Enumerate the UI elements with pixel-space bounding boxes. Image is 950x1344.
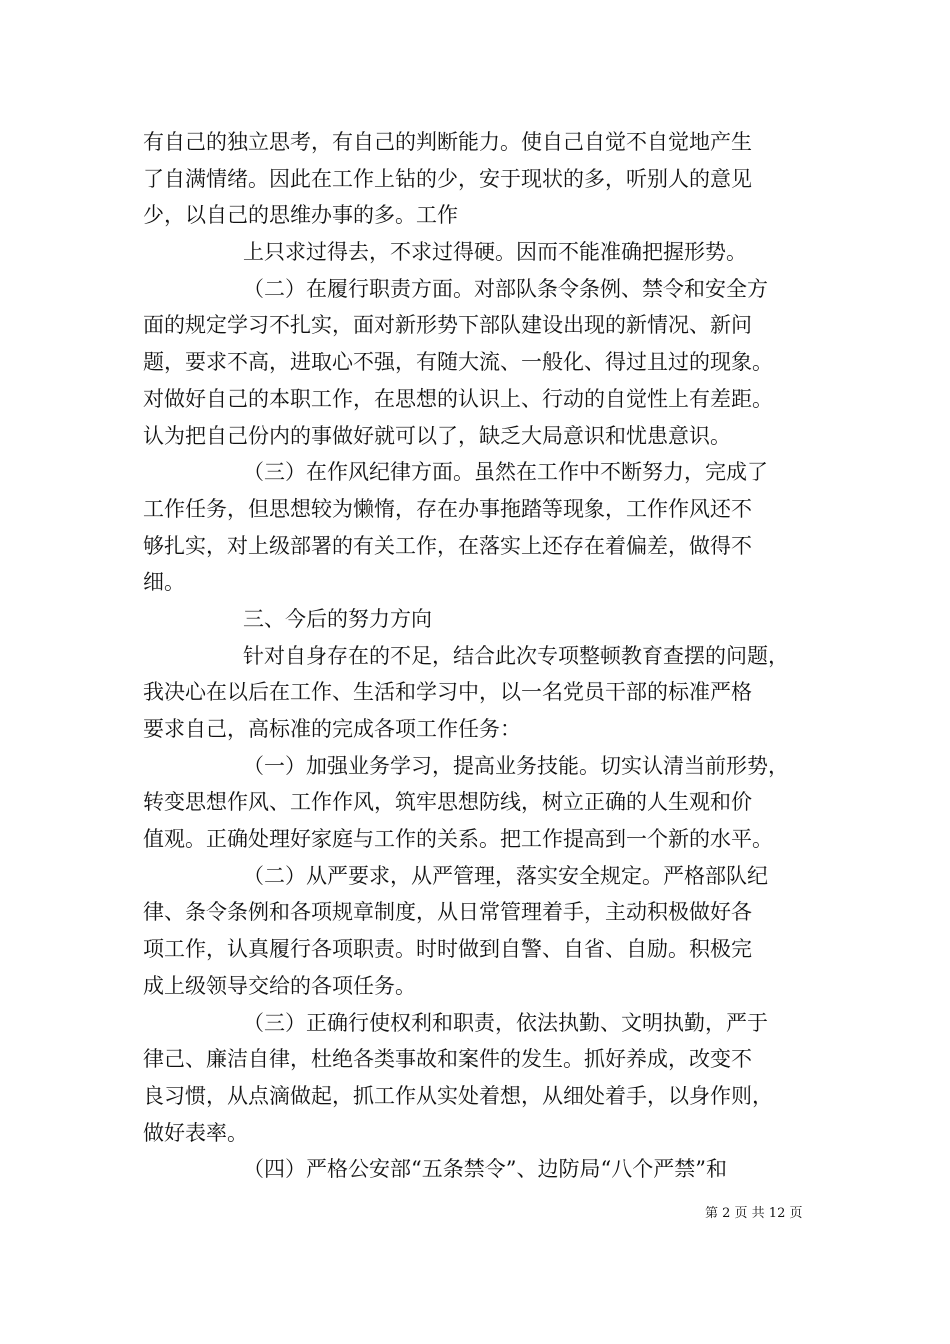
text-line: 了自满情绪。因此在工作上钻的少，安于现状的多，听别人的意见 xyxy=(143,166,752,191)
text-line: 针对自身存在的不足，结合此次专项整顿教育查摆的问题， xyxy=(243,643,789,668)
text-line: 上只求过得去，不求过得硬。因而不能准确把握形势。 xyxy=(243,240,747,265)
text-line: 工作任务，但思想较为懒惰，存在办事拖踏等现象，工作作风还不 xyxy=(143,496,752,521)
text-line: 成上级领导交给的各项任务。 xyxy=(143,973,416,998)
text-line: 面的规定学习不扎实，面对新形势下部队建设出现的新情况、新问 xyxy=(143,313,752,338)
document-body xyxy=(143,124,808,1188)
text-line: 有自己的独立思考，有自己的判断能力。使自己自觉不自觉地产生 xyxy=(143,130,752,154)
text-line: （四）严格公安部“五条禁令”、边防局“八个严禁”和 xyxy=(243,1157,727,1182)
text-line: （三）正确行使权利和职责，依法执勤、文明执勤，严于 xyxy=(243,1010,768,1035)
text-line: 项工作，认真履行各项职责。时时做到自警、自省、自励。积极完 xyxy=(143,937,752,962)
text-line: （二）在履行职责方面。对部队条令条例、禁令和安全方 xyxy=(243,276,768,301)
text-line: 细。 xyxy=(143,570,185,595)
text-line: 我决心在以后在工作、生活和学习中，以一名党员干部的标准严格 xyxy=(143,680,752,705)
page-footer: 第 2 页 共 12 页 xyxy=(705,1206,803,1221)
text-line: （三）在作风纪律方面。虽然在工作中不断努力，完成了 xyxy=(243,460,768,485)
text-line: 值观。正确处理好家庭与工作的关系。把工作提高到一个新的水平。 xyxy=(143,827,773,852)
text-line: 题，要求不高，进取心不强，有随大流、一般化、得过且过的现象。 xyxy=(143,350,773,375)
text-line: 转变思想作风、工作作风，筑牢思想防线，树立正确的人生观和价 xyxy=(143,790,752,815)
text-line: 良习惯，从点滴做起，抓工作从实处着想，从细处着手，以身作则， xyxy=(143,1083,773,1108)
text-line: 律、条令条例和各项规章制度，从日常管理着手，主动积极做好各 xyxy=(143,900,752,925)
text-line: 对做好自己的本职工作，在思想的认识上、行动的自觉性上有差距。 xyxy=(143,386,773,411)
text-line: （二）从严要求，从严管理，落实安全规定。严格部队纪 xyxy=(243,863,768,888)
text-line: 做好表率。 xyxy=(143,1120,248,1145)
text-line: 少，以自己的思维办事的多。工作 xyxy=(143,203,458,228)
text-line: 三、今后的努力方向 xyxy=(243,606,432,631)
text-line: （一）加强业务学习，提高业务技能。切实认清当前形势， xyxy=(243,753,789,778)
text-line: 律己、廉洁自律，杜绝各类事故和案件的发生。抓好养成，改变不 xyxy=(143,1047,752,1072)
text-line: 认为把自己份内的事做好就可以了，缺乏大局意识和忧患意识。 xyxy=(143,423,731,448)
text-line: 够扎实，对上级部署的有关工作，在落实上还存在着偏差，做得不 xyxy=(143,533,752,558)
text-line: 要求自己，高标准的完成各项工作任务： xyxy=(143,717,521,741)
